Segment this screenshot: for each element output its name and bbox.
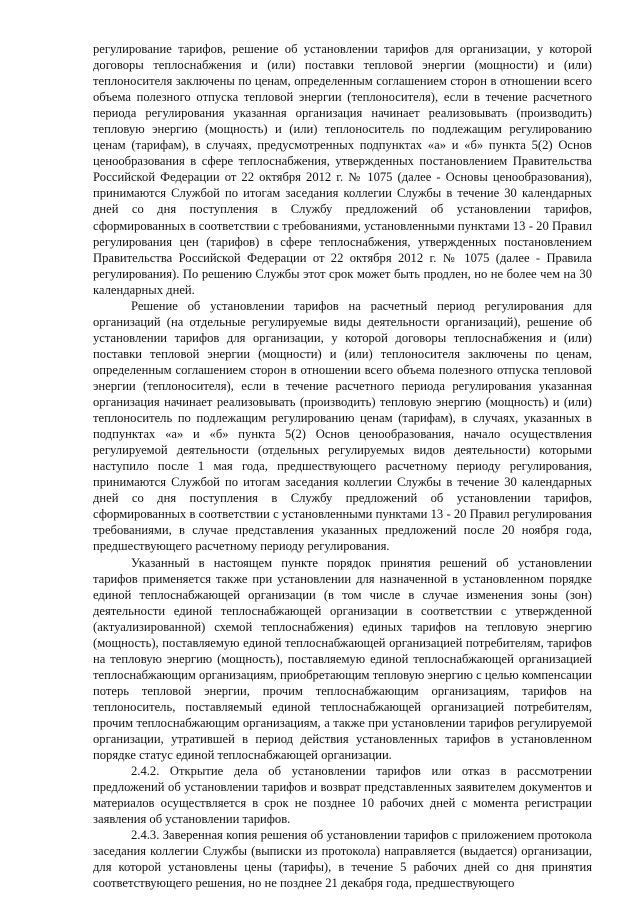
paragraph-tariff-decision: Решение об установлении тарифов на расчетный период регулирования для организаций (на отдельные регулируемые виды деятельности организаций), решение об установлении тарифов для организации, у которой договоры теплоснабжения и (или) поставки тепловой энергии (мощности) и (или) теплоносителя заключены по ценам, определенным соглашением сторон в отношении всего объема полезного отпуска тепловой энергии (теплоносителя), если в течение расчетного периода регулирования указанная организация начинает реализовывать (производить) тепловую энергию (мощность) и (или) теплоноситель по подлежащим регулированию ценам (тарифам), в случаях, указанных в подпунктах «а» и «б» пункта 5(2) Основ ценообразования, начало осуществления регулируемой деятельности (отдельных регулируемых видов деятельности) которыми наступило после 1 мая года, предшествующего расчетному периоду регулирования, принимаются Службой по итогам заседания коллегии Службы в течение 30 календарных дней со дня поступления в Службу предложений об установлении тарифов, сформированных в соответствии с установленными пунктами 13 - 20 Правил регулирования требованиями, в случае представления указанных предложений после 20 ноября года, предшествующего расчетному периоду регулирования.: [93, 298, 592, 554]
paragraph-unified-heat-supplier: Указанный в настоящем пункте порядок принятия решений об установлении тарифов применяется также при установлении для назначенной в установленном порядке единой теплоснабжающей организации (в том числе в случае изменения зоны (зон) деятельности единой теплоснабжающей организации в соответствии с утвержденной (актуализированной) схемой теплоснабжения) единых тарифов на тепловую энергию (мощность), поставляемую единой теплоснабжающей организацией потребителям, тарифов на тепловую энергию (мощность), поставляемую единой теплоснабжающей организацией теплоснабжающим организациям, приобретающим тепловую энергию с целью компенсации потерь тепловой энергии, прочим теплоснабжающим организациям, тарифов на теплоноситель, поставляемый единой теплоснабжающей организацией потребителям, прочим теплоснабжающим организациям, а также при установлении тарифов регулируемой организации, утратившей в период действия установленных тарифов в установленном порядке статус единой теплоснабжающей организации.: [93, 555, 592, 763]
paragraph-clause-2-4-2: 2.4.2. Открытие дела об установлении тарифов или отказ в рассмотрении предложений об установлении тарифов и возврат представленных заявителем документов и материалов осуществляется в срок не позднее 10 рабочих дней с момента регистрации заявления об установлении тарифов.: [93, 764, 592, 827]
paragraph-clause-2-4-3: 2.4.3. Заверенная копия решения об установлении тарифов с приложением протокола заседания коллегии Службы (выписки из протокола) направляется (выдается) организации, для которой установлены цены (тарифы), в течение 5 рабочих дней со дня принятия соответствующего решения, но не позднее 21 декабря года, предшествующего: [93, 828, 592, 891]
document-page: [93, 41, 592, 891]
paragraph-continuation: регулирование тарифов, решение об установлении тарифов для организации, у которой договоры теплоснабжения и (или) поставки тепловой энергии (мощности) и (или) теплоносителя заключены по ценам, определенным соглашением сторон в отношении всего объема полезного отпуска тепловой энергии (теплоносителя), если в течение расчетного периода регулирования указанная организация начинает реализовывать (производить) тепловую энергию (мощность) и (или) теплоноситель по подлежащим регулированию ценам (тарифам), в случаях, предусмотренных подпунктах «а» и «б» пункта 5(2) Основ ценообразования в сфере теплоснабжения, утвержденных постановлением Правительства Российской Федерации от 22 октября 2012 г. № 1075 (далее - Основы ценообразования), принимаются Службой по итогам заседания коллегии Службы в течение 30 календарных дней со дня поступления в Службу предложений об установлении тарифов, сформированных в соответствии с требованиями, установленными пунктами 13 - 20 Правил регулирования цен (тарифов) в сфере теплоснабжения, утвержденных постановлением Правительства Российской Федерации от 22 октября 2012 г. № 1075 (далее - Правила регулирования). По решению Службы этот срок может быть продлен, но не более чем на 30 календарных дней.: [93, 42, 592, 297]
